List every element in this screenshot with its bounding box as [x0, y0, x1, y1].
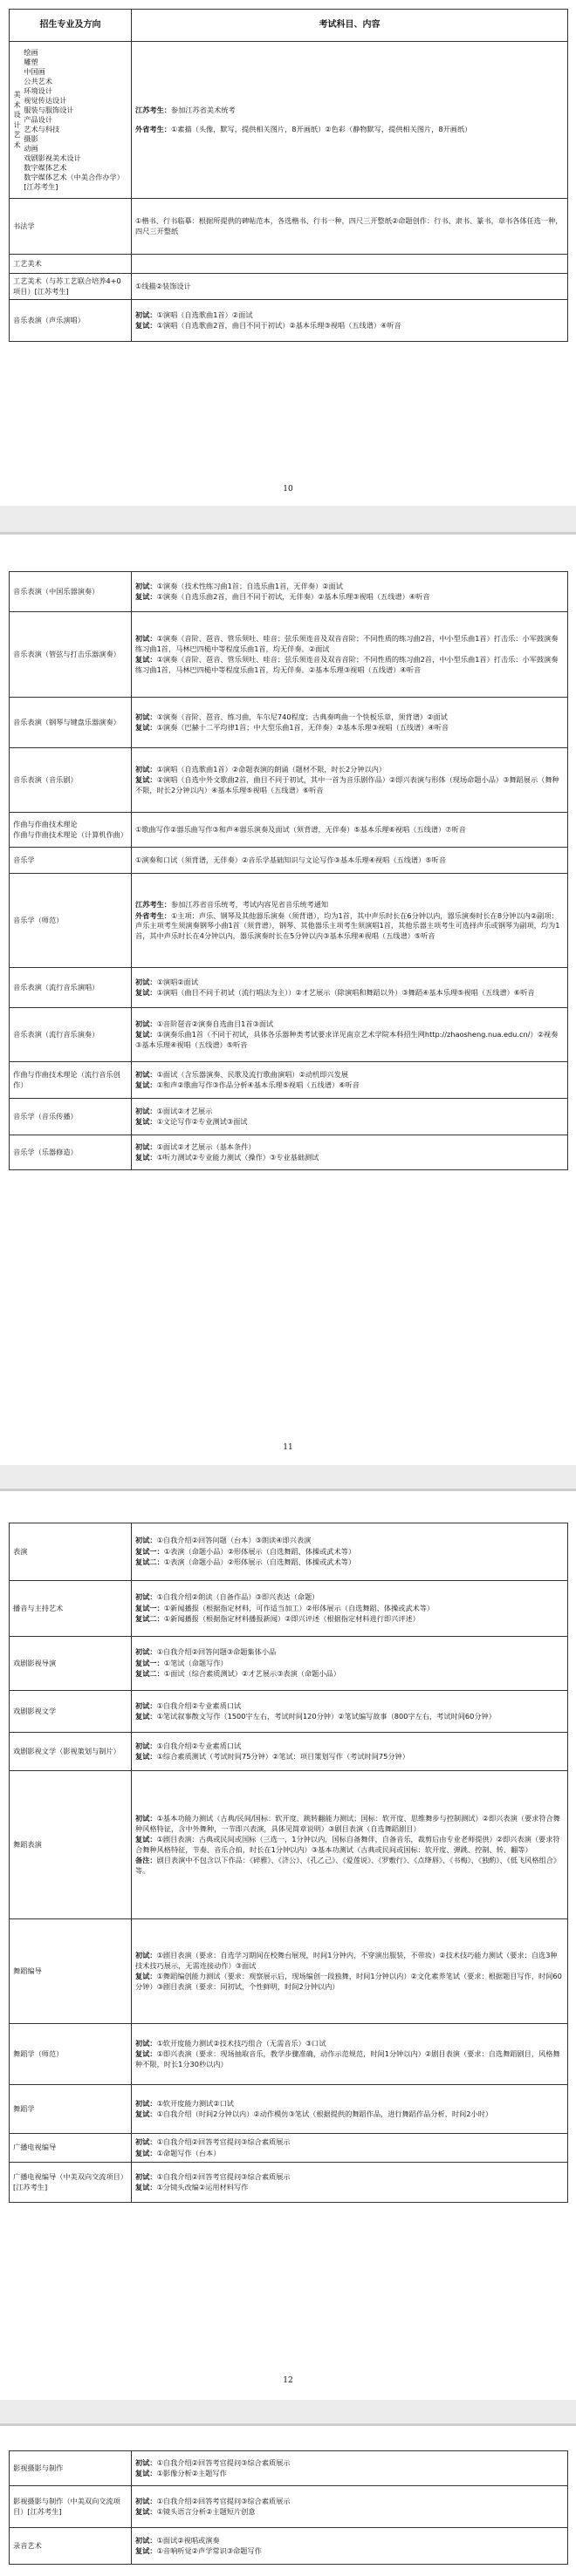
exam-label: 复试： — [135, 1712, 157, 1721]
exam-text: ①影像分析②主题写作 — [156, 2469, 227, 2477]
exam-label: 复试： — [135, 1030, 157, 1039]
page-number: 12 — [283, 2376, 293, 2385]
exam-text: ①自我介绍②回答考官提问③综合素质展示 — [156, 2137, 291, 2146]
table-row — [10, 2163, 568, 2203]
major-cell: 音乐表演（钢琴与键盘乐器演奏） — [10, 698, 132, 748]
table-row — [10, 1733, 568, 1771]
exam-text: ①笔试（命题写作） — [163, 1658, 228, 1667]
table-row — [10, 1581, 568, 1637]
exam-line — [135, 911, 564, 942]
exam-label: 初试： — [135, 581, 157, 590]
exam-cell — [132, 2085, 568, 2134]
exam-text: ①自我介绍②专业素质口试 — [156, 1741, 242, 1750]
exam-label: 复试： — [135, 1080, 157, 1089]
exam-cell — [132, 255, 568, 274]
exam-text: ①面试②才艺展示 — [156, 1106, 213, 1115]
exam-label: 复试： — [135, 723, 157, 732]
exam-table-page-1 — [9, 9, 568, 342]
table-row — [10, 612, 568, 698]
exam-line — [135, 2458, 564, 2469]
major-cell: 书法学 — [10, 199, 132, 255]
exam-cell — [132, 1062, 568, 1099]
major-cell: 音乐表演（管弦与打击乐器演奏） — [10, 612, 132, 698]
exam-line — [135, 2149, 564, 2159]
major-cell: 广播电视编导 — [10, 2134, 132, 2163]
exam-text: ①面试②才艺展示（基本条件） — [156, 1141, 256, 1151]
exam-line — [135, 712, 564, 723]
exam-label: 初试： — [135, 2457, 157, 2467]
exam-text: ①镜头语言分析②主题短片创意 — [156, 2507, 256, 2516]
page-number: 10 — [283, 485, 293, 494]
exam-line — [135, 2183, 564, 2193]
exam-cell — [132, 42, 568, 199]
exam-line — [135, 2172, 564, 2183]
exam-cell — [132, 698, 568, 748]
exam-label: 复试二： — [135, 1557, 164, 1567]
art-major-item: 服装与服饰设计 — [24, 106, 74, 114]
major-cell — [10, 42, 132, 199]
major-cell: 舞蹈表演 — [10, 1771, 132, 1919]
exam-label: 复试： — [135, 2049, 157, 2059]
exam-text: ①软开度能力测试②口试 — [156, 2098, 234, 2108]
exam-line — [135, 1547, 564, 1557]
table-row — [10, 2085, 568, 2134]
major-cell: 音乐表演（流行音乐演唱） — [10, 968, 132, 1008]
exam-label: 初试： — [135, 1069, 157, 1079]
exam-label: 初试： — [135, 1106, 157, 1115]
exam-text: ①演唱（自选中外文歌曲2首，曲目不同于初试，其中一首为音乐剧作品）②即兴表演与形体（现场命题小品）③舞蹈展示（舞种不限，时长2分钟以内）④基本乐理⑤视唱（五线谱）⑥听音 — [135, 775, 559, 794]
exam-line — [135, 582, 564, 592]
exam-line — [135, 2546, 564, 2557]
major-cell: 戏剧影视导演 — [10, 1637, 132, 1691]
art-major-item: 公共艺术 — [24, 77, 53, 85]
exam-cell — [132, 612, 568, 698]
exam-label: 初试： — [135, 2038, 157, 2048]
table-row — [10, 2486, 568, 2528]
exam-cell — [132, 2528, 568, 2565]
exam-line — [135, 1592, 564, 1603]
exam-cell — [132, 1008, 568, 1062]
exam-label: 初试： — [135, 1141, 157, 1151]
art-major-item: 环境设计 — [24, 86, 53, 95]
exam-label: 初试： — [135, 1592, 157, 1602]
exam-line — [135, 1142, 564, 1153]
exam-label: 复试： — [135, 2183, 157, 2191]
exam-label: 初试： — [135, 1019, 157, 1028]
exam-label: 初试： — [135, 2171, 157, 2181]
exam-label: 初试： — [135, 2137, 157, 2146]
exam-cell — [132, 2163, 568, 2203]
exam-text: ①表演（命题小品）②形体展示（自选舞蹈、体操或武术等） — [163, 1557, 356, 1567]
art-major-item: 产品设计 — [24, 115, 53, 124]
major-cell: 录音艺术 — [10, 2528, 132, 2565]
table-row — [10, 1135, 568, 1170]
art-major-item: 艺术与科技 — [24, 125, 60, 133]
exam-label: 复试： — [135, 1752, 157, 1761]
exam-cell — [132, 874, 568, 968]
major-cell: 舞蹈学 — [10, 2085, 132, 2134]
exam-line — [135, 775, 564, 795]
exam-line — [135, 1107, 564, 1117]
exam-line — [135, 1835, 564, 1855]
exam-text: ①自我介绍②回答考官提问③综合素质展示 — [156, 2457, 291, 2467]
exam-text: ①音响听觉②声学常识③命题写作 — [156, 2546, 262, 2555]
exam-cell — [132, 968, 568, 1008]
art-major-item: 戏剧影视美术设计 — [24, 153, 81, 162]
exam-label: 外省考生： — [135, 124, 171, 133]
exam-cell — [132, 1135, 568, 1170]
exam-line — [135, 2049, 564, 2069]
exam-cell: ①歌曲写作②器乐曲写作③和声④器乐演奏及面试（须背谱，无伴奏）⑤基本乐理⑥视唱（五线谱）⑦听音 — [132, 813, 568, 848]
table-row — [10, 968, 568, 1008]
exam-label: 初试： — [135, 1951, 157, 1959]
exam-line — [135, 1814, 564, 1834]
table-row — [10, 300, 568, 342]
exam-text: ①文论写作②专业测试③面试 — [156, 1117, 248, 1126]
table-row — [10, 2024, 568, 2085]
exam-label: 初试： — [135, 1700, 157, 1710]
major-cell: 戏剧影视文学 — [10, 1691, 132, 1733]
exam-label: 复试二： — [135, 1614, 164, 1624]
table-row — [10, 1637, 568, 1691]
major-cell: 工艺美术（与苏工艺联合培养4+0项目）[江苏考生] — [10, 274, 132, 300]
exam-line — [135, 2469, 564, 2479]
art-major-item: 绘画 — [24, 48, 38, 57]
table-row — [10, 748, 568, 813]
table-row — [10, 813, 568, 848]
exam-line — [135, 1153, 564, 1163]
exam-text: ①自我介绍②专业素质口试 — [156, 1700, 242, 1710]
table-row — [10, 2451, 568, 2486]
exam-cell — [132, 748, 568, 813]
exam-text: ①自我介绍②回答问题（台本）③朗读④即兴表演 — [156, 1536, 312, 1545]
exam-text: ①和声②歌曲写作③作品分析④基本乐理⑤视唱（五线谱）⑥听音 — [156, 1080, 360, 1089]
art-vertical-label: 美术设计艺术 — [13, 90, 21, 149]
major-cell: 工艺美术 — [10, 255, 132, 274]
exam-cell — [132, 1919, 568, 2024]
exam-line — [135, 321, 564, 331]
exam-text: 剧目表演中不包含以下作品：《碎雅》、《济公》、《孔乙己》、《爱莲说》、《罗敷行》、《点绛唇》、《书梅》、《独酌》、《低飞风格组合》等。 — [135, 1856, 561, 1875]
exam-line — [135, 2507, 564, 2518]
major-cell: 音乐学（音乐传播） — [10, 1099, 132, 1135]
exam-text: ①自我介绍②回答问题③命题集体小品 — [156, 1647, 277, 1657]
exam-text: ①演唱（自选歌曲2首，曲目不同于初试）②基本乐理③视唱（五线谱）④听音 — [156, 321, 401, 330]
exam-text: ①面试②视唱或演奏 — [156, 2535, 220, 2545]
document-page-2 — [0, 532, 576, 1465]
table-row — [10, 1771, 568, 1919]
header-major: 招生专业及方向 — [10, 10, 132, 42]
table-row — [10, 1008, 568, 1062]
art-majors-group — [13, 48, 127, 192]
exam-line — [135, 1019, 564, 1030]
exam-cell — [132, 2024, 568, 2085]
art-major-item: 中国画 — [24, 67, 45, 76]
exam-text: ①面试（综合素质测试）②才艺展示③表演（命题小品） — [163, 1669, 340, 1679]
exam-text: ①演唱②面试 — [156, 977, 199, 986]
exam-label: 初试： — [135, 1647, 157, 1657]
major-cell: 影视摄影与制作 — [10, 2451, 132, 2486]
exam-text: ①面试（含乐器演奏、民歌及流行歌曲演唱）②动机即兴发展 — [156, 1069, 348, 1079]
exam-label: 复试一： — [135, 1603, 164, 1612]
exam-label: 复试： — [135, 2469, 157, 2477]
table-row — [10, 2134, 568, 2163]
exam-line — [135, 1080, 564, 1091]
exam-line — [135, 1117, 564, 1128]
exam-text: ①新闻播报（根据指定材料播报新闻）②即兴评述（根据指定材料进行即兴评述） — [163, 1614, 420, 1624]
exam-cell: ①线描②装饰设计 — [132, 274, 568, 300]
exam-text: ①音阶琶音②演奏自选曲目1首③面试 — [156, 1019, 274, 1028]
document-page-4 — [0, 2423, 576, 2576]
table-row — [10, 848, 568, 874]
exam-line — [135, 2109, 564, 2120]
major-cell: 音乐表演（流行音乐演奏） — [10, 1008, 132, 1062]
exam-cell — [132, 572, 568, 612]
exam-label: 复试： — [135, 2546, 157, 2555]
exam-text: ①自我介绍②回答考官提问③综合素质展示 — [156, 2171, 291, 2181]
exam-line — [135, 592, 564, 603]
exam-label: 初试： — [135, 634, 157, 643]
table-row — [10, 1523, 568, 1581]
table-row — [10, 698, 568, 748]
exam-line — [135, 310, 564, 321]
exam-line — [135, 723, 564, 733]
major-cell: 戏剧影视文学（影视策划与制片） — [10, 1733, 132, 1771]
exam-label: 初试： — [135, 977, 157, 986]
major-cell: 表演 — [10, 1523, 132, 1581]
exam-label: 初试： — [135, 1814, 157, 1823]
exam-line — [135, 655, 564, 675]
exam-text: ①自我介绍②回答考官提问③综合素质展示 — [156, 2496, 291, 2505]
exam-line — [135, 1951, 564, 1971]
exam-cell — [132, 1691, 568, 1733]
exam-line — [135, 1070, 564, 1080]
exam-cell — [132, 1637, 568, 1691]
art-majors-list — [24, 48, 127, 192]
art-major-item: 摄影 — [24, 134, 38, 143]
exam-text: ①基本功能力测试（古典/民间/国标：软开度、跳转翻能力测试；国标：软开度、思维舞步与控制测试）②即兴表演（要求符合舞种风格特征，含中外舞种，一节即兴表演，具体见简章说明）③剧目表演（自选舞蹈剧目） — [135, 1814, 560, 1833]
exam-label: 初试： — [135, 712, 157, 721]
exam-text: ①笔试叙事散文写作（1500字左右，考试时间120分钟）②笔试编写故事（800字左右，考试时间60分钟） — [156, 1712, 496, 1721]
table-row — [10, 42, 568, 199]
table-row — [10, 1691, 568, 1733]
exam-label: 备注： — [135, 1856, 157, 1864]
exam-cell: ①楷书、行书临摹：根据所提供的碑帖范本，各选楷书、行书一种，四尺三开整纸②命题创作：行书、隶书、篆书，章书各体任选一种，四尺三开整纸 — [132, 199, 568, 255]
art-major-item: 数字媒体艺术 — [24, 163, 67, 172]
exam-label: 复试一： — [135, 1546, 164, 1556]
exam-line — [135, 1030, 564, 1050]
exam-label: 复试： — [135, 2109, 157, 2118]
exam-text: ①新闻播报（根据指定材料，可作适当加工）②形体展示（自选舞蹈、体操或武术等） — [163, 1603, 435, 1612]
exam-cell — [132, 2134, 568, 2163]
art-major-item: 数字媒体艺术（中美合作办学）[江苏考生] — [24, 173, 124, 191]
major-cell: 影视摄影与制作（中美双向交流项目）[江苏考生] — [10, 2486, 132, 2528]
major-cell: 音乐学 — [10, 848, 132, 874]
exam-label: 复试： — [135, 655, 157, 664]
major-cell: 播音与主持艺术 — [10, 1581, 132, 1637]
exam-label: 初试： — [135, 2098, 157, 2108]
exam-line — [135, 125, 564, 135]
exam-line — [135, 634, 564, 654]
exam-text: ①命题写作（台本） — [156, 2148, 221, 2157]
major-cell: 音乐表演（声乐演唱） — [10, 300, 132, 342]
exam-text: ①剧目表演：古典或民间或国标（三选一，1分钟以内，国标自备舞伴，自备音乐，裁剪后由专业老师提供）②即兴表演（要求符合舞种风格特征，节奏、音乐合拍，时长在1分钟以内）③基本功测试（古典或民间或国标：软开度、弹跳、控制、转、翻等） — [135, 1835, 560, 1854]
exam-text: ①演唱（曲目不同于初试（流行唱法为主））②才艺展示（除演唱和舞蹈以外）③舞蹈④基本乐理⑤视唱（五线谱）⑥听音 — [156, 988, 535, 997]
exam-cell — [132, 1099, 568, 1135]
exam-cell — [132, 1523, 568, 1581]
exam-label: 复试二： — [135, 1669, 164, 1679]
art-major-item: 雕塑 — [24, 58, 38, 66]
table-row — [10, 255, 568, 274]
exam-line — [135, 1712, 564, 1722]
exam-text: ①演唱（自选歌曲1首）②面试 — [156, 310, 253, 319]
exam-label: 复试： — [135, 321, 157, 330]
exam-text: ①剧目表演（要求：自选学习期间在校舞台展现，时间1分钟内，不穿演出服装，不带妆）②技术技巧能力测试（要求：自选3种技术技巧展示，无需连接动作）③面试 — [135, 1951, 558, 1970]
exam-label: 江苏考生： — [135, 900, 171, 909]
exam-text: ①演奏（技术性练习曲1首；自选乐曲1首，无伴奏）②面试 — [156, 581, 343, 590]
exam-text: ①分镜头改编②运用材料写作 — [156, 2183, 249, 2191]
table-row — [10, 1919, 568, 2024]
exam-line — [135, 988, 564, 998]
art-major-item: 视觉传达设计 — [24, 96, 67, 105]
exam-text: ①综合素质测试（考试时间75分钟）②笔试：项目策划写作（考试时间75分钟） — [156, 1752, 409, 1761]
exam-text: ①自我介绍（时间2分钟以内）②动作模仿③笔试（根据提供的舞蹈作品，进行舞蹈作品分析，时间2小时） — [156, 2109, 493, 2118]
exam-line — [135, 1856, 564, 1876]
table-row — [10, 2528, 568, 2565]
exam-line — [135, 2497, 564, 2507]
exam-text: 参加江苏省美术统考 — [170, 106, 236, 114]
exam-line — [135, 1752, 564, 1762]
exam-line — [135, 1741, 564, 1752]
exam-label: 复试： — [135, 1117, 157, 1126]
exam-label: 初试： — [135, 2496, 157, 2505]
major-cell: 舞蹈学（师范） — [10, 2024, 132, 2085]
exam-table-page-4 — [9, 2450, 568, 2565]
major-cell: 广播电视编导（中美双向交流项目）[江苏考生] — [10, 2163, 132, 2203]
exam-label: 初试： — [135, 764, 157, 773]
exam-line — [135, 1536, 564, 1546]
exam-text: ①软开度能力测试②技术技巧组合（无需音乐）③口试 — [156, 2038, 326, 2048]
exam-text: ①演奏（音阶、琶音、管乐须吐、哇音；弦乐须连音及双音音阶；不同性质的练习曲2首，中小型乐曲1首）打击乐：小军鼓演奏练习曲1首，马林巴四槌中等程度乐曲1首，均无伴奏。②基本乐理③视唱（五线谱）④听音 — [135, 655, 559, 674]
exam-label: 复试： — [135, 1153, 157, 1162]
exam-line — [135, 2039, 564, 2049]
exam-line — [135, 1669, 564, 1680]
major-cell: 音乐表演（音乐剧） — [10, 748, 132, 813]
exam-text: ①主项：声乐、钢琴及其他器乐演奏（须背谱），均为1首，其中声乐时长在6分钟以内，器乐演奏时长在8分钟以内②副项：声乐主项考生须演奏钢琴小曲1首（须背谱），钢琴、其他器乐主项考生须演唱1首，其他乐器主项考生可选择声乐或钢琴为副项，均为1首，其中声乐时长在4分钟以内，器乐演奏时长在5分钟以内③基本乐理④视唱（五线谱）⑤听音 — [135, 910, 560, 940]
exam-cell — [132, 1581, 568, 1637]
major-cell: 作曲与作曲技术理论（流行音乐创作） — [10, 1062, 132, 1099]
exam-label: 外省考生： — [135, 910, 171, 920]
exam-label: 复试一： — [135, 1658, 164, 1667]
exam-line — [135, 1647, 564, 1658]
exam-label: 复试： — [135, 2148, 157, 2157]
exam-label: 复试： — [135, 2507, 157, 2516]
exam-text: ①演奏（音阶、琶音、管乐须吐、哇音；弦乐须连音及双音音阶；不同性质的练习曲2首，中小型乐曲1首）打击乐：小军鼓演奏练习曲1首，马林巴四槌中等程度乐曲1首，均无伴奏。②面试 — [135, 634, 559, 653]
exam-line — [135, 1701, 564, 1712]
exam-cell — [132, 1771, 568, 1919]
art-major-item: 动画 — [24, 144, 38, 153]
major-cell: 音乐学（师范） — [10, 874, 132, 968]
exam-label: 复试： — [135, 775, 157, 785]
exam-line — [135, 765, 564, 775]
exam-label: 复试： — [135, 1835, 157, 1843]
exam-text: ①自我介绍②朗读（自备作品）③即兴表达（命题） — [156, 1592, 319, 1602]
exam-line — [135, 1659, 564, 1669]
table-row — [10, 274, 568, 300]
exam-label: 初试： — [135, 1536, 157, 1545]
exam-text: ①素描（头像，默写，提供相关图片，8开画纸）②色彩（静物默写，提供相关图片，8开画纸） — [170, 124, 472, 133]
exam-label: 初试： — [135, 1741, 157, 1750]
document-page-3 — [0, 1489, 576, 2400]
exam-line — [135, 1604, 564, 1614]
exam-line — [135, 106, 564, 116]
exam-label: 复试： — [135, 988, 157, 997]
exam-table-page-3 — [9, 1523, 568, 2203]
exam-line — [135, 1972, 564, 1992]
exam-label: 江苏考生： — [135, 106, 171, 114]
exam-cell: ①演奏和口试（须背谱，无伴奏）②音乐学基础知识与文论写作③基本乐理④视唱（五线谱）⑤听音 — [132, 848, 568, 874]
exam-line — [135, 978, 564, 988]
exam-label: 初试： — [135, 310, 157, 319]
exam-line — [135, 2099, 564, 2109]
header-exam: 考试科目、内容 — [132, 10, 568, 42]
table-header-row — [10, 10, 568, 42]
exam-text: ①听力测试②专业能力测试（操作）③专业基础测试 — [156, 1153, 319, 1162]
exam-line — [135, 900, 564, 910]
document-page-1 — [0, 0, 576, 506]
exam-text: ①表演（命题小品）②形体展示（自选舞蹈、体操或武术等） — [163, 1546, 356, 1556]
exam-text: ①演奏（自选乐曲2首，曲目不同于初试，无伴奏）②基本乐理③视唱（五线谱）④听音 — [156, 592, 430, 601]
table-row — [10, 199, 568, 255]
major-cell: 音乐学（乐器修造） — [10, 1135, 132, 1170]
exam-text: 参加江苏省音乐统考，考试内容见省音乐统考通知 — [170, 900, 329, 909]
exam-text: ①演奏乐曲1首（不同于初试，具体各乐器种类考试要求详见南京艺术学院本科招生网http://zhaosheng.nua.edu.cn/）②视奏③基本乐理④视唱（五线谱）⑤听音 — [135, 1030, 559, 1049]
exam-line — [135, 1557, 564, 1568]
table-row — [10, 874, 568, 968]
page-number: 11 — [283, 1443, 293, 1452]
table-row — [10, 1099, 568, 1135]
exam-text: ①舞蹈编创能力测试（要求：观察展示后，现场编创一段独舞，时间1分钟以内）②文化素养笔试（要求：根据题目写作，时间60分钟）③剧目表演（要求：同初试，个性鲜明，时间2分钟以内） — [135, 1972, 562, 1991]
exam-line — [135, 1614, 564, 1625]
exam-text: ①演奏（音阶、琶音、练习曲，车尔尼740程度；古典奏鸣曲一个快板乐章，须背谱）②面试 — [156, 712, 448, 721]
exam-table-page-2 — [9, 571, 568, 1170]
exam-line — [135, 2137, 564, 2148]
exam-cell — [132, 1733, 568, 1771]
exam-line — [135, 2536, 564, 2546]
exam-cell — [132, 2486, 568, 2528]
exam-label: 初试： — [135, 2535, 157, 2545]
major-cell: 作曲与作曲技术理论 作曲与作曲技术理论（计算机作曲） — [10, 813, 132, 848]
exam-label: 复试： — [135, 1972, 157, 1980]
exam-text: ①演唱（自选歌曲1首）②命题表演的朗诵（题材不限，时长2分钟以内） — [156, 764, 387, 773]
major-cell: 舞蹈编导 — [10, 1919, 132, 2024]
exam-text: ①演奏（巴赫十二平均律1首；中大型乐曲1首，无伴奏）②基本乐理③视唱（五线谱）④听音 — [156, 723, 449, 732]
table-row — [10, 572, 568, 612]
exam-cell — [132, 300, 568, 342]
exam-label: 复试： — [135, 592, 157, 601]
table-row — [10, 1062, 568, 1099]
exam-text: ①即兴表演（要求：现场抽取音乐，教学步骤准确，动作示范规范，时间1分钟以内）②剧目表演（要求：自选舞蹈剧目，风格舞种不限，时长1分30秒以内） — [135, 2049, 560, 2068]
major-cell: 音乐表演（中国乐器演奏） — [10, 572, 132, 612]
exam-cell — [132, 2451, 568, 2486]
